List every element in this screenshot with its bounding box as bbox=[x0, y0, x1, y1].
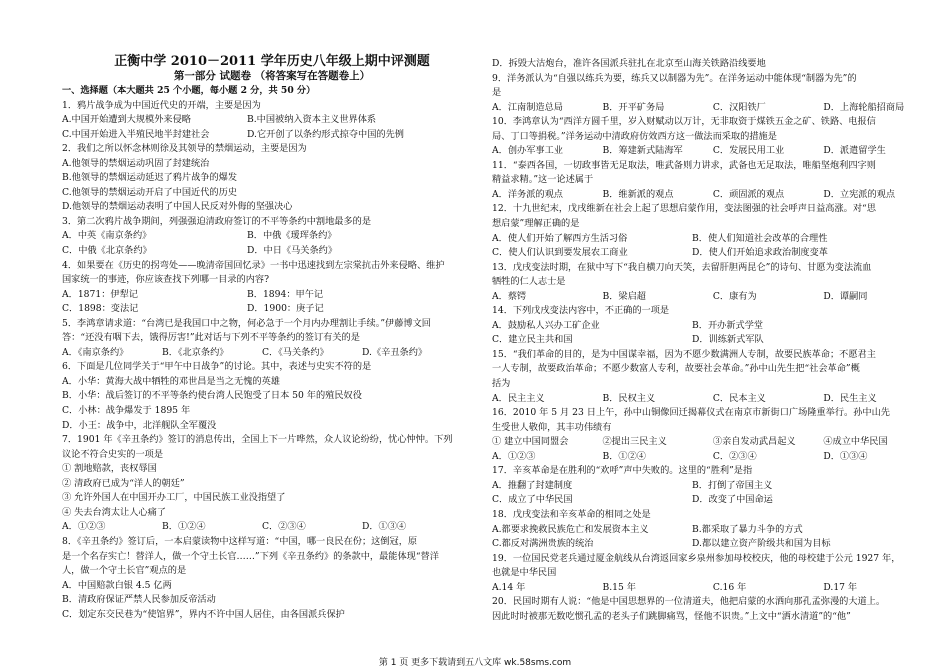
left-text-line: 4．如果要在《历史的拐弯处——晚清帝国回忆录》一书中迅速找到左宗棠抗击外来侵略、维护 bbox=[62, 259, 445, 271]
left-text-line: 8．《辛丑条约》签订后，一本启蒙读物中这样写道：“中国，哪一良民在份；这倒冠，原 bbox=[62, 535, 418, 547]
answer-option: D．谭嗣同 bbox=[823, 290, 868, 302]
right-text-line: 20．民国时期有人说：“他是中国思想界的一位清道夫，他把启蒙的水洒向那孔孟弥漫的大道上。 bbox=[492, 596, 886, 608]
right-text-line: 因此时时被那无数吃惯孔孟的老头子们跳脚痛骂，怪他不识贵。”上文中“洒水清道”的“他” bbox=[492, 610, 851, 622]
right-text-line: 16．2010 年 5 月 23 日上午，孙中山铜像回迁揭幕仪式在南京市新街口广场隆重举行。孙中山先 bbox=[492, 407, 890, 419]
left-options-row bbox=[62, 128, 482, 143]
left-text-line: ① 割地赔款，丧权辱国 bbox=[62, 463, 157, 475]
right-options-row bbox=[492, 523, 922, 538]
answer-option: A.14 年 bbox=[492, 581, 526, 593]
left-text-line: 议论不符合史实的一项是 bbox=[62, 448, 164, 460]
right-options-row bbox=[492, 450, 922, 465]
answer-option: ③亲自发动武昌起义 bbox=[712, 436, 796, 448]
answer-option: B．维新派的观点 bbox=[602, 188, 674, 200]
answer-option: C．1898：变法记 bbox=[62, 303, 139, 315]
answer-option: A.都要求挽救民族危亡和发展资本主义 bbox=[492, 523, 649, 535]
right-text-line: 精益求精。”这一论述属于 bbox=[492, 174, 594, 186]
answer-option: C.16 年 bbox=[712, 581, 747, 593]
left-text-line: 1．鸦片战争成为中国近代史的开端，主要是因为 bbox=[62, 99, 261, 111]
answer-option: C.都反对满洲贵族的统治 bbox=[492, 538, 594, 550]
section-heading: 一、选择题（本大题共 25 个小题，每小题 2 分，共 50 分） bbox=[62, 85, 316, 96]
answer-option: B.都采取了暴力斗争的方式 bbox=[692, 523, 803, 535]
answer-option: A．蔡锷 bbox=[492, 290, 527, 302]
left-text-line: 答：“还没有咽下去，饿得厉害!”此对话与下列不平等条约的签订有关的是 bbox=[62, 332, 360, 344]
right-options-row bbox=[492, 333, 922, 348]
left-options-row bbox=[62, 346, 482, 361]
left-text-line: C．小林：战争爆发于 1895 年 bbox=[62, 405, 191, 417]
left-text-line: 3．第二次鸦片战争期间，列强强迫清政府签订的不平等条约中割地最多的是 bbox=[62, 215, 372, 227]
right-options-row bbox=[492, 246, 922, 261]
right-options-row bbox=[492, 319, 922, 334]
answer-option: A．1871：伊犁记 bbox=[62, 288, 138, 300]
right-text-line: 14．下列戊戌变法内容中，不正确的一项是 bbox=[492, 305, 670, 317]
right-options-row bbox=[492, 581, 922, 596]
answer-option: D.17 年 bbox=[823, 581, 858, 593]
left-text-line: D．小王：战争中，北洋舰队全军覆没 bbox=[62, 419, 217, 431]
right-options-row bbox=[492, 537, 922, 552]
answer-option: A．①②③ bbox=[492, 450, 536, 462]
answer-option: B．①②④ bbox=[162, 521, 206, 533]
left-text-line: 7．1901 年《辛丑条约》签订的消息传出，全国上下一片哗然，众人议论纷纷，忧心忡忡。下列 bbox=[62, 434, 453, 446]
left-text-line: ② 清政府已成为“洋人的朝廷” bbox=[62, 477, 185, 489]
answer-option: B．《北京条约》 bbox=[162, 346, 229, 358]
answer-option: C．成立了中华民国 bbox=[492, 494, 573, 506]
right-text-line: 括为 bbox=[492, 378, 511, 390]
left-options-row bbox=[62, 288, 482, 303]
right-text-line: 想启蒙”理解正确的是 bbox=[492, 218, 580, 230]
right-text-line: 牺牲的仁人志士是 bbox=[492, 276, 566, 288]
right-text-line: 也就是中华民国 bbox=[492, 567, 557, 579]
right-options-row bbox=[492, 435, 922, 450]
left-text-line: C．划定东交民巷为“使馆界”，界内不许中国人居住，由各国派兵保护 bbox=[62, 608, 345, 620]
left-text-line: B．小华：战后签订的不平等条约使台湾人民饱受了日本 50 年的殖民奴役 bbox=[62, 390, 362, 402]
answer-option: C．顽固派的观点 bbox=[712, 188, 785, 200]
left-text-line: C.他领导的禁烟运动开启了中国近代的历史 bbox=[62, 186, 237, 198]
exam-title: 正衡中学 2010－2011 学年历史八年级上期中评测题 bbox=[114, 54, 430, 69]
answer-option: D.它开创了以条约形式掠夺中国的先例 bbox=[247, 128, 404, 140]
answer-option: D．训练新式军队 bbox=[692, 334, 764, 346]
left-text-line: ③ 允许外国人在中国开办工厂，中国民族工业没指望了 bbox=[62, 492, 286, 504]
answer-option: A．民主主义 bbox=[492, 392, 545, 404]
left-column bbox=[62, 54, 482, 622]
page-footer: 第 1 页 更多下载请到五八文库 wk.58sms.com bbox=[378, 658, 572, 668]
left-options-row bbox=[62, 229, 482, 244]
answer-option: C．民本主义 bbox=[712, 392, 766, 404]
answer-option: A．①②③ bbox=[62, 521, 106, 533]
answer-option: B．使人们知道社会改革的合理性 bbox=[692, 232, 828, 244]
left-text-line: 6．下面是几位同学关于“甲午中日战争”的讨论。其中，表述与史实不符的是 bbox=[62, 361, 372, 373]
left-text-line: 2．我们之所以怀念林则徐及其领导的禁烟运动，主要是因为 bbox=[62, 143, 307, 155]
answer-option: C．使人们认识到要发展农工商业 bbox=[492, 247, 628, 259]
left-options-row bbox=[62, 520, 482, 535]
answer-option: D.都以建立资产阶级共和国为目标 bbox=[692, 538, 831, 550]
right-question-list bbox=[492, 57, 922, 624]
answer-option: A.中国开始遭到大规模外来侵略 bbox=[62, 114, 191, 126]
right-text-line: 10．李鸿章认为“西洋方圆千里，岁入财赋动以万计，无非取资于煤铁五金之矿、铁路、电报信 bbox=[492, 116, 876, 128]
right-options-row bbox=[492, 188, 922, 203]
answer-option: C．《马关条约》 bbox=[262, 346, 329, 358]
left-text-line: 人，做一个守土长官”观点的是 bbox=[62, 565, 187, 577]
right-text-line: 9．洋务派认为“自强以练兵为要，练兵又以制器为先”。在洋务运动中能体现“制器为先”的 bbox=[492, 72, 857, 84]
answer-option: D．上海轮船招商局 bbox=[823, 101, 905, 113]
answer-option: D．1900：庚子记 bbox=[247, 303, 324, 315]
answer-option: B.中国被纳入资本主义世界体系 bbox=[247, 114, 377, 126]
answer-option: D．使人们开始追求政治制度变革 bbox=[692, 247, 828, 259]
answer-option: D．派遣留学生 bbox=[823, 145, 886, 157]
left-text-line: B．清政府保证严禁人民参加反帝活动 bbox=[62, 594, 216, 606]
left-text-line: A.他领导的禁烟运动巩固了封建统治 bbox=[62, 157, 210, 169]
right-options-row bbox=[492, 290, 922, 305]
answer-option: B.15 年 bbox=[602, 581, 636, 593]
answer-option: C．中俄《北京条约》 bbox=[62, 245, 152, 257]
left-text-line: 5．李鸿章请求道：“台湾已是我国口中之物，何必急于一个月内办理割让手续。”伊藤博文回 bbox=[62, 317, 431, 329]
answer-option: A．中英《南京条约》 bbox=[62, 230, 152, 242]
left-text-line: A．小华：黄海大战中牺牲的邓世昌是当之无愧的英雄 bbox=[62, 375, 280, 387]
left-text-line: D.他领导的禁烟运动表明了中国人民反对外侮的坚强决心 bbox=[62, 201, 293, 213]
answer-option: D．立宪派的观点 bbox=[823, 188, 896, 200]
right-text-line: 15．“我们革命的目的，是为中国谋幸福，因为不愿少数满洲人专制，故要民族革命；不愿君主 bbox=[492, 348, 876, 360]
answer-option: A．创办军事工业 bbox=[492, 145, 563, 157]
answer-option: A．使人们开始了解西方生活习俗 bbox=[492, 232, 628, 244]
right-options-row bbox=[492, 232, 922, 247]
answer-option: D．民生主义 bbox=[823, 392, 877, 404]
left-question-list bbox=[62, 99, 482, 623]
answer-option: B．1894：甲午记 bbox=[247, 288, 324, 300]
right-text-line: 生受世人敬仰，其丰功伟绩有 bbox=[492, 421, 612, 433]
answer-option: D．①③④ bbox=[362, 521, 407, 533]
answer-option: D.《辛丑条约》 bbox=[362, 346, 428, 358]
right-text-line: 18．戊戌变法和辛亥革命的相同之处是 bbox=[492, 508, 651, 520]
answer-option: B．筹建新式陆海军 bbox=[602, 145, 683, 157]
right-text-line: 11．“泰西各国，一切政事皆无足取法，唯武备则力讲求，武备也无足取法，唯船坚炮利四字则 bbox=[492, 159, 876, 171]
answer-option: C．发展民用工业 bbox=[712, 145, 785, 157]
right-options-row bbox=[492, 479, 922, 494]
left-text-line: A．中国赔款白银 4.5 亿两 bbox=[62, 579, 172, 591]
answer-option: B．中俄《瑷珲条约》 bbox=[247, 230, 337, 242]
right-text-line: 一人专制，故要政治革命；不愿少数富人专利，故要社会革命。”孙中山先生把“社会革命”概 bbox=[492, 363, 860, 375]
right-text-line: 19．一位国民党老兵通过厦金航线从台湾返回家乡泉州参加母校校庆，他的母校建于公元 1927 年， bbox=[492, 552, 901, 564]
left-text-line: 国家统一的事迹，你应该查找下列哪一目录的内容? bbox=[62, 274, 270, 286]
answer-option: B．①②④ bbox=[602, 450, 646, 462]
left-text-line: ④ 失去台湾太让人心痛了 bbox=[62, 506, 166, 518]
answer-option: C．汉阳铁厂 bbox=[712, 101, 766, 113]
answer-option: B．开平矿务局 bbox=[602, 101, 665, 113]
answer-option: A．洋务派的观点 bbox=[492, 188, 563, 200]
left-options-row bbox=[62, 244, 482, 259]
left-text-line: B.他领导的禁烟运动延迟了鸦片战争的爆发 bbox=[62, 172, 238, 184]
right-text-line: 17．辛亥革命是在胜利的“欢呼”声中失败的。这里的“胜利”是指 bbox=[492, 465, 753, 477]
answer-option: B．开办新式学堂 bbox=[692, 319, 764, 331]
left-options-row bbox=[62, 302, 482, 317]
answer-option: B．民权主义 bbox=[602, 392, 656, 404]
right-text-line: 13．戊戌变法时期，在狱中写下“我自横刀向天笑，去留肝胆两昆仑”的诗句、甘愿为变法流血 bbox=[492, 261, 872, 273]
right-options-row bbox=[492, 144, 922, 159]
answer-option: D．改变了中国命运 bbox=[692, 494, 773, 506]
right-text-line: 是 bbox=[492, 87, 502, 99]
answer-option: A．鼓励私人兴办工矿企业 bbox=[492, 319, 600, 331]
right-text-line: D．拆毁大沽炮台，准许各国派兵驻扎在北京至山海关铁路沿线要地 bbox=[492, 58, 766, 69]
answer-option: D．中日《马关条约》 bbox=[247, 245, 338, 257]
right-options-row bbox=[492, 392, 922, 407]
right-text-line: 12．十九世纪末，戊戌维新在社会上起了思想启蒙作用，变法图强的社会呼声日益高涨。对“思 bbox=[492, 203, 876, 215]
answer-option: C．建立民主共和国 bbox=[492, 334, 573, 346]
answer-option: ④成立中华民国 bbox=[823, 436, 888, 448]
left-options-row bbox=[62, 113, 482, 128]
right-options-row bbox=[492, 493, 922, 508]
right-options-row bbox=[492, 101, 922, 116]
answer-option: C．康有为 bbox=[712, 290, 757, 302]
answer-option: A．推翻了封建制度 bbox=[492, 479, 573, 491]
answer-option: A．江南制造总局 bbox=[492, 101, 563, 113]
answer-option: B．梁启超 bbox=[602, 290, 646, 302]
left-text-line: 是一个名存实亡！替洋人，做一个守土长官……”下列《辛丑条约》的条款中，最能体现“替洋 bbox=[62, 550, 439, 562]
answer-option: C．②③④ bbox=[262, 521, 306, 533]
answer-option: ②提出三民主义 bbox=[602, 436, 667, 448]
answer-option: ① 建立中国同盟会 bbox=[492, 436, 569, 448]
answer-option: C．②③④ bbox=[712, 450, 757, 462]
exam-subtitle: 第一部分 试题卷 （将答案写在答题卷上） bbox=[173, 70, 371, 82]
right-text-line: 局、丁口等捐税。”洋务运动中清政府仿效西方这一做法而采取的措施是 bbox=[492, 130, 777, 142]
answer-option: A．《南京条约》 bbox=[62, 346, 129, 358]
answer-option: D．①③④ bbox=[823, 450, 868, 462]
right-column bbox=[492, 57, 922, 624]
answer-option: B．打倒了帝国主义 bbox=[692, 479, 773, 491]
answer-option: C.中国开始进入半殖民地半封建社会 bbox=[62, 128, 210, 140]
